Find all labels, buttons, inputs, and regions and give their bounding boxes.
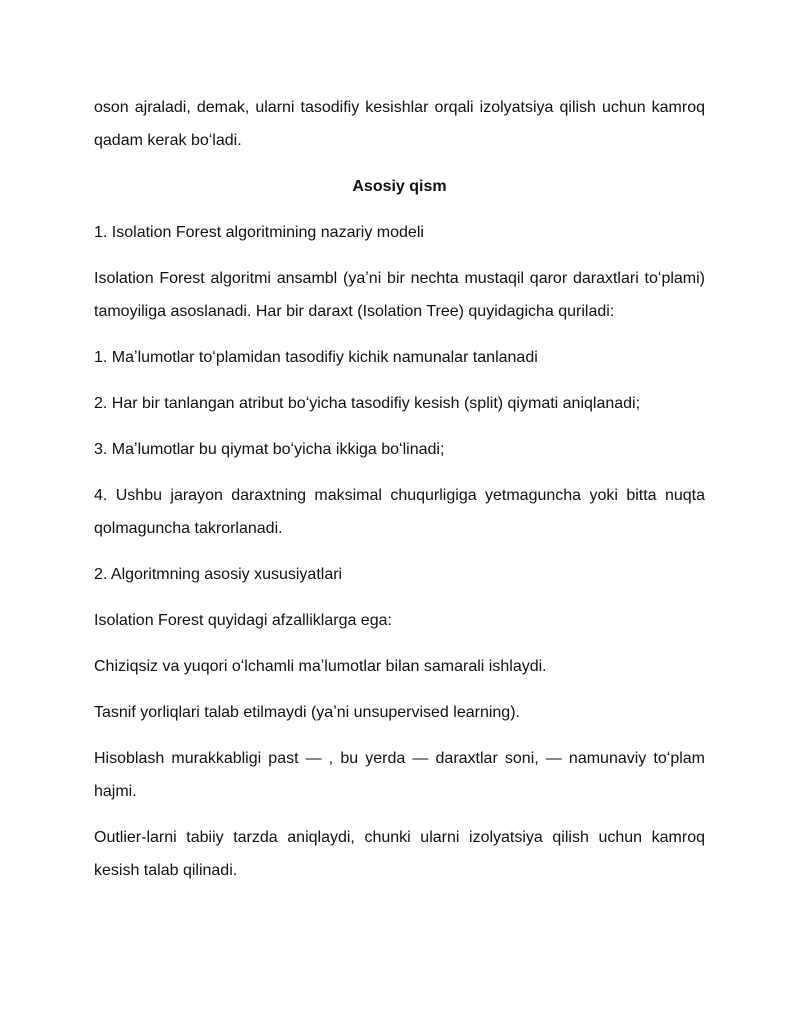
paragraph-intro-continuation: oson ajraladi, demak, ularni tasodifiy kesishlar orqali izolyatsiya qilish uchun kamroq qadam kerak boʻladi. [94, 99, 705, 149]
document-page [94, 91, 705, 900]
advantage-nonlinear: Chiziqsiz va yuqori oʻlchamli maʼlumotlar bilan samarali ishlaydi. [94, 658, 547, 675]
subsection-title-2: 2. Algoritmning asosiy xususiyatlari [94, 566, 343, 583]
list-item-1: 1. Maʼlumotlar toʻplamidan tasodifiy kichik namunalar tanlanadi [94, 349, 538, 366]
list-item-3: 3. Maʼlumotlar bu qiymat boʻyicha ikkiga boʻlinadi; [94, 441, 445, 458]
subsection-title-1: 1. Isolation Forest algoritmining nazariy modeli [94, 224, 424, 241]
paragraph-advantages-intro: Isolation Forest quyidagi afzalliklarga ega: [94, 612, 392, 629]
list-item-4: 4. Ushbu jarayon daraxtning maksimal chuqurligiga yetmaguncha yoki bitta nuqta qolmaguncha takrorlanadi. [94, 487, 705, 537]
list-item-2: 2. Har bir tanlangan atribut boʻyicha tasodifiy kesish (split) qiymati aniqlanadi; [94, 395, 641, 412]
paragraph-ensemble: Isolation Forest algoritmi ansambl (yaʼni bir nechta mustaqil qaror daraxtlari toʻplami) tamoyiliga asoslanadi. Har bir daraxt (Isolation Tree) quyidagicha quriladi: [94, 270, 705, 320]
advantage-outliers: Outlier-larni tabiiy tarzda aniqlaydi, chunki ularni izolyatsiya qilish uchun kamroq kesish talab qilinadi. [94, 829, 705, 879]
advantage-unsupervised: Tasnif yorliqlari talab etilmaydi (yaʼni unsupervised learning). [94, 704, 520, 721]
advantage-complexity: Hisoblash murakkabligi past — , bu yerda — daraxtlar soni, — namunaviy toʻplam hajmi. [94, 750, 705, 800]
section-heading: Asosiy qism [352, 178, 447, 195]
